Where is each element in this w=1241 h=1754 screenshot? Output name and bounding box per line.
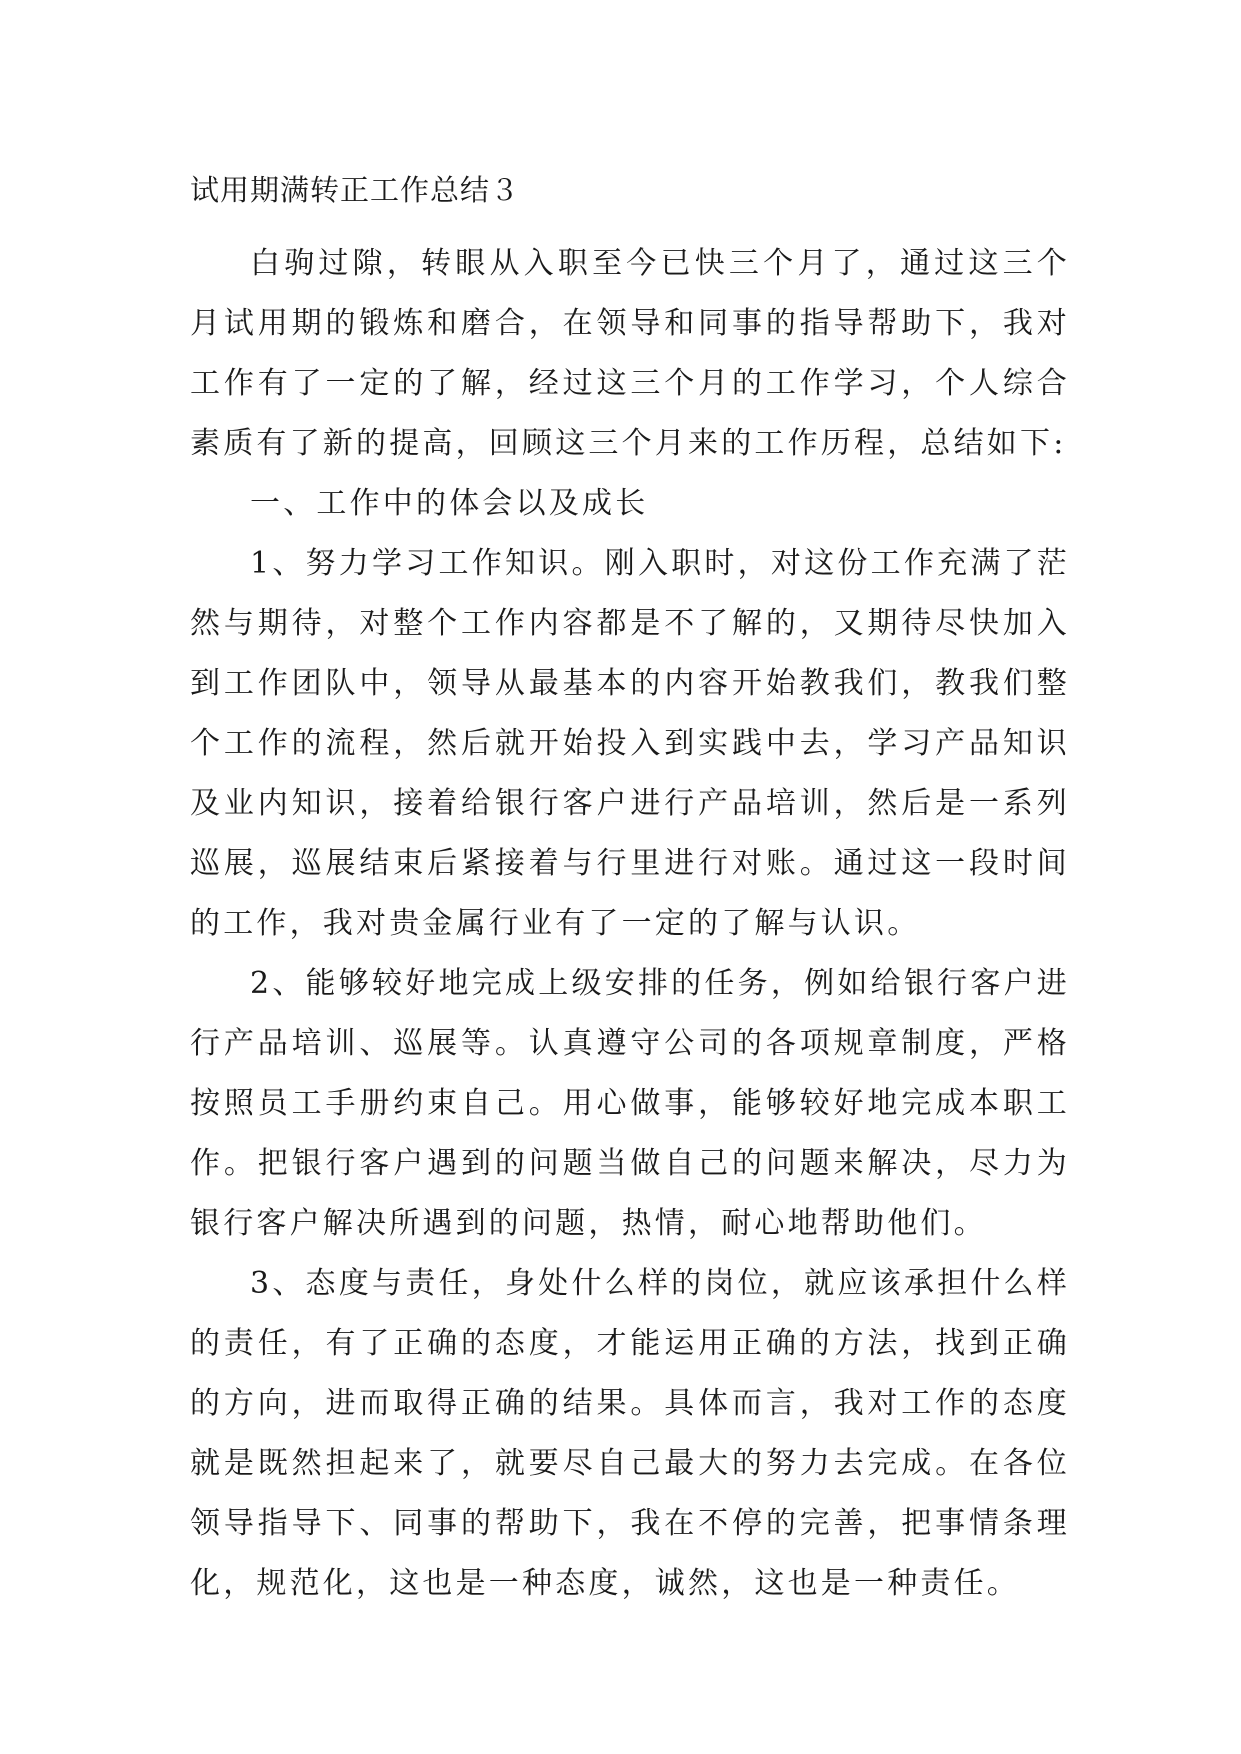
section-heading: 一、工作中的体会以及成长 (250, 486, 649, 521)
paragraph-item-2: 2、能够较好地完成上级安排的任务，例如给银行客户进行产品培训、巡展等。认真遵守公司的各项规章制度，严格按照员工手册约束自己。用心做事，能够较好地完成本职工作。把银行客户遇到的问题当做自己的问题来解决，尽力为银行客户解决所遇到的问题，热情，耐心地帮助他们。 (190, 966, 1070, 1241)
paragraph-item-3: 3、态度与责任，身处什么样的岗位，就应该承担什么样的责任，有了正确的态度，才能运用正确的方法，找到正确的方向，进而取得正确的结果。具体而言，我对工作的态度就是既然担起来了，就要尽自己最大的努力去完成。在各位领导指导下、同事的帮助下，我在不停的完善，把事情条理化，规范化，这也是一种态度，诚然，这也是一种责任。 (190, 1266, 1070, 1601)
document-title: 试用期满转正工作总结３ (190, 173, 521, 207)
document-body (190, 160, 1070, 1614)
paragraph-item-1: 1、努力学习工作知识。刚入职时，对这份工作充满了茫然与期待，对整个工作内容都是不了解的，又期待尽快加入到工作团队中，领导从最基本的内容开始教我们，教我们整个工作的流程，然后就开始投入到实践中去，学习产品知识及业内知识，接着给银行客户进行产品培训，然后是一系列巡展，巡展结束后紧接着与行里进行对账。通过这一段时间的工作，我对贵金属行业有了一定的了解与认识。 (190, 546, 1070, 941)
paragraph-intro: 白驹过隙，转眼从入职至今已快三个月了，通过这三个月试用期的锻炼和磨合，在领导和同事的指导帮助下，我对工作有了一定的了解，经过这三个月的工作学习，个人综合素质有了新的提高，回顾这三个月来的工作历程，总结如下: (190, 246, 1070, 461)
